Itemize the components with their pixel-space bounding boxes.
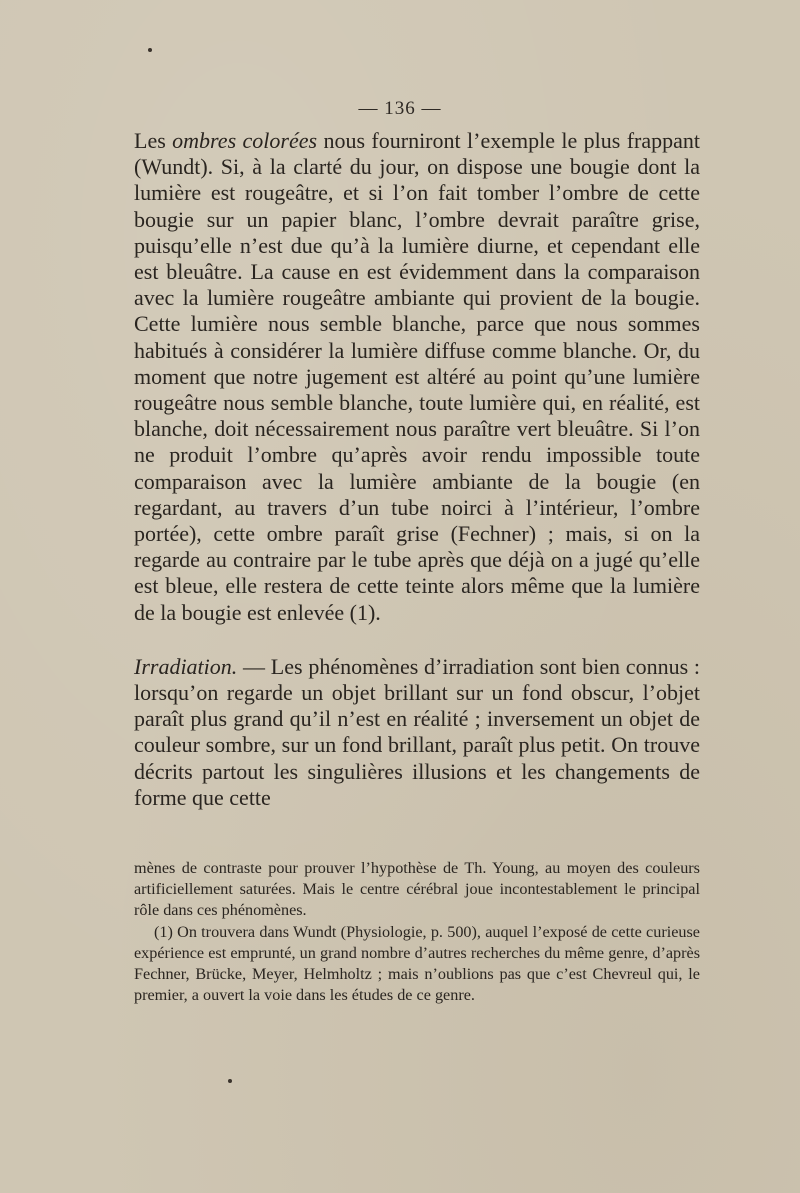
paper-speck (228, 1079, 232, 1083)
main-text (134, 128, 700, 811)
term-ombres-colorees: ombres colorées (172, 128, 318, 153)
paragraph-gap (134, 626, 700, 654)
paragraph-ombres-colorees (134, 128, 700, 626)
paragraph-1-text: nous fourniront l’exemple le plus frappant (Wundt). Si, à la clarté du jour, on dispose une bougie dont la lumière est rougeâtre, et si l’on fait tomber l’ombre de cette bougie sur un papier blanc, l’ombre devrait paraître grise, puisqu’elle n’est due qu’à la lumière diurne, et cependant elle est bleuâtre. La cause en est évidemment dans la comparaison avec la lumière rougeâtre ambiante qui provient de la bougie. Cette lumière nous semble blanche, parce que nous sommes habitués à considérer la lumière diffuse comme blanche. Or, du moment que notre jugement est altéré au point qu’une lumière rougeâtre nous semble blanche, toute lumière qui, en réalité, est blanche, doit nécessairement nous paraître vert bleuâtre. Si l’on ne produit l’ombre qu’après avoir rendu impossible toute comparaison avec la lumière ambiante de la bougie (en regardant, au travers d’un tube noirci à l’intérieur, l’ombre portée), cette ombre paraît grise (Fechner) ; mais, si on la regarde au contraire par le tube après que déjà on a jugé qu’elle est bleue, elle restera de cette teinte alors même que la lumière de la bougie est enlevée (1). (134, 128, 700, 625)
paragraph-1-opening: Les (134, 128, 173, 153)
footnote-continuation: mènes de contraste pour prouver l’hypothèse de Th. Young, au moyen des couleurs artificiellement saturées. Mais le centre cérébral joue incontestablement le principal rôle dans ces phénomènes. (134, 859, 700, 920)
heading-irradiation: Irradiation. (134, 653, 238, 679)
paragraph-2-text: — Les phénomènes d’irradiation sont bien connus : lorsqu’on regarde un objet brillant sur un fond obscur, l’objet paraît plus grand qu’il n’est en réalité ; inversement un objet de couleur sombre, sur un fond brillant, paraît plus petit. On trouve décrits partout les singulières illusions et les changements de forme que cette (134, 653, 700, 810)
footnotes (134, 858, 700, 1006)
paper-speck (148, 48, 152, 52)
page-number: — 136 — (358, 98, 442, 119)
footnote-1: (1) On trouvera dans Wundt (Physiologie, p. 500), auquel l’exposé de cette curieuse expérience est emprunté, un grand nombre d’autres recherches du même genre, d’après Fechner, Brücke, Meyer, Helmholtz ; mais n’oublions pas que c’est Chevreul qui, le premier, a ouvert la voie dans les études de ce genre. (134, 922, 700, 1005)
paragraph-irradiation (134, 654, 700, 811)
